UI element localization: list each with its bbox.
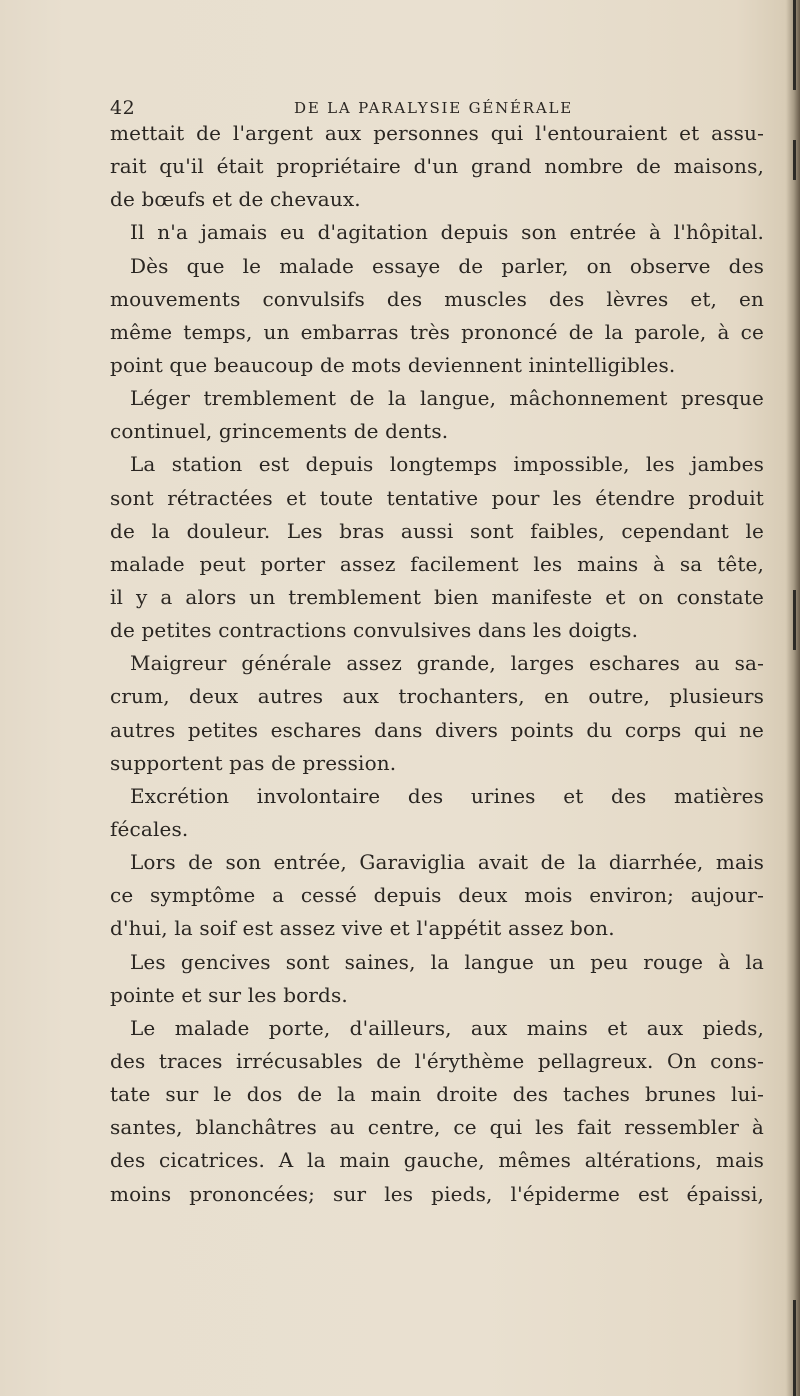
- page-edge-shadow: [786, 0, 800, 1396]
- text-line: Maigreur générale assez grande, larges eschares au sa-: [130, 651, 764, 676]
- text-line: mouvements convulsifs des muscles des lèvres et, en: [110, 286, 764, 311]
- text-line: Le malade porte, d'ailleurs, aux mains et aux pieds,: [130, 1015, 764, 1040]
- text-line: Dès que le malade essaye de parler, on observe des: [130, 253, 764, 278]
- text-line: malade peut porter assez facilement les mains à sa tête,: [110, 551, 764, 576]
- text-line: rait qu'il était propriétaire d'un grand nombre de maisons,: [110, 154, 764, 179]
- text-line: des traces irrécusables de l'érythème pellagreux. On cons-: [110, 1048, 764, 1073]
- text-line: des cicatrices. A la main gauche, mêmes altérations, mais: [110, 1148, 764, 1173]
- body-text: [110, 117, 764, 1211]
- text-line: sont rétractées et toute tentative pour les étendre produit: [110, 485, 764, 510]
- text-line: Lors de son entrée, Garaviglia avait de la diarrhée, mais: [130, 850, 764, 875]
- text-line: Il n'a jamais eu d'agitation depuis son entrée à l'hôpital.: [130, 220, 764, 245]
- text-line: autres petites eschares dans divers points du corps qui ne: [110, 717, 764, 742]
- text-line: continuel, grincements de dents.: [110, 419, 449, 444]
- running-title: DE LA PARALYSIE GÉNÉRALE: [294, 99, 574, 117]
- page-edge-mark: [793, 590, 796, 650]
- text-line: pointe et sur les bords.: [110, 982, 348, 1007]
- page-edge-mark: [793, 0, 796, 90]
- text-line: crum, deux autres aux trochanters, en outre, plusieurs: [110, 684, 764, 709]
- page-edge-mark: [793, 1300, 796, 1396]
- text-line: mettait de l'argent aux personnes qui l'entouraient et assu-: [110, 121, 764, 145]
- page-edge-mark: [793, 140, 796, 180]
- text-line: Les gencives sont saines, la langue un peu rouge à la: [130, 949, 764, 974]
- text-line: supportent pas de pression.: [110, 750, 397, 775]
- text-line: d'hui, la soif est assez vive et l'appétit assez bon.: [110, 916, 615, 941]
- text-line: point que beaucoup de mots deviennent inintelligibles.: [110, 352, 676, 377]
- page-number: 42: [110, 97, 136, 119]
- text-line: fécales.: [110, 816, 189, 841]
- text-line: de la douleur. Les bras aussi sont faibles, cependant le: [110, 518, 764, 543]
- text-line: Excrétion involontaire des urines et des matières: [130, 783, 764, 808]
- text-line: de bœufs et de chevaux.: [110, 187, 361, 212]
- text-line: santes, blanchâtres au centre, ce qui les fait ressembler à: [110, 1115, 764, 1140]
- text-line: il y a alors un tremblement bien manifeste et on constate: [110, 584, 764, 609]
- text-line: tate sur le dos de la main droite des taches brunes lui-: [110, 1082, 764, 1107]
- text-line: moins prononcées; sur les pieds, l'épiderme est épaissi,: [110, 1181, 764, 1206]
- text-line: ce symptôme a cessé depuis deux mois environ; aujour-: [110, 883, 764, 908]
- text-line: La station est depuis longtemps impossible, les jambes: [130, 452, 764, 477]
- text-line: de petites contractions convulsives dans les doigts.: [110, 618, 639, 643]
- text-line: même temps, un embarras très prononcé de la parole, à ce: [110, 319, 764, 344]
- text-line: Léger tremblement de la langue, mâchonnement presque: [130, 386, 764, 411]
